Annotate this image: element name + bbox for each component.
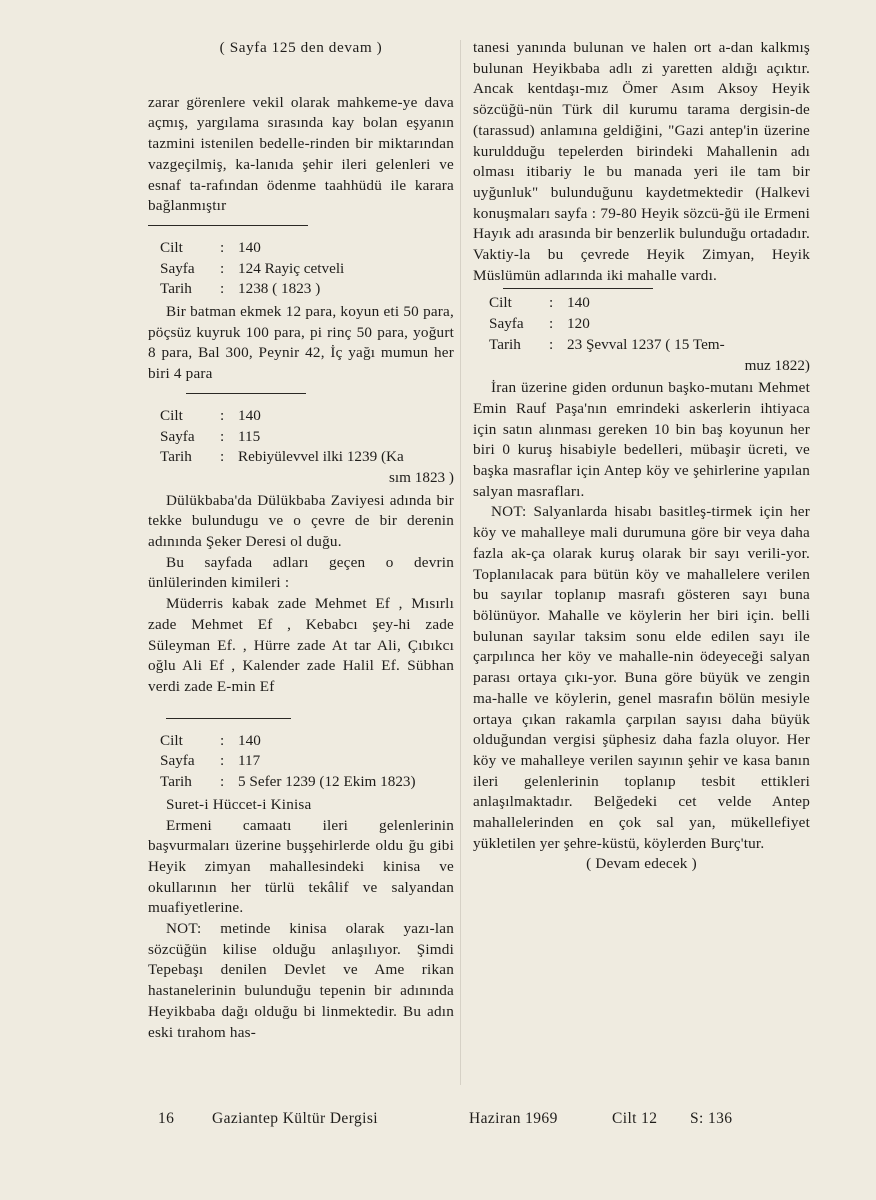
journal-title: Gaziantep Kültür Dergisi (212, 1110, 378, 1127)
left-paragraph-6: Ermeni camaatı ileri gelenlerinin başvurmaları üzerine buşşehirlerde oldu ğu gibi Heyik zimyan mahallesindeki kinisa ve okullarının her türlü tekâlif ve salyandan muafiyetlerine. (148, 816, 454, 917)
issue-date: Haziran 1969 (469, 1110, 558, 1127)
left-paragraph-5: Müderris kabak zade Mehmet Ef , Mısırlı zade Mehmet Ef , Kebabcı şey-hi zade Süleyman Ef. , Hürre zade At tar Ali, Çıbıkcı oğlu Ali Ef , Kalender zade Halil Ef. Sübhan verdi zade E-min Ef (148, 595, 454, 695)
meta-label: Sayfa (160, 259, 195, 277)
section-rule (186, 393, 306, 394)
page-footer (0, 1110, 876, 1134)
meta-value: 5 Sefer 1239 (12 Ekim 1823) (238, 773, 416, 791)
meta-label: Sayfa (489, 315, 524, 333)
document-title: Suret-i Hüccet-i Kinisa (166, 795, 312, 813)
meta-value: Rebiyülevvel ilki 1239 (Ka (238, 448, 404, 466)
meta-label: Tarih (160, 773, 192, 791)
volume-number: Cilt 12 (612, 1110, 658, 1127)
meta-label: Cilt (160, 238, 183, 256)
meta-value: 140 (238, 731, 261, 749)
meta-label: Tarih (160, 448, 192, 466)
right-paragraph-1: tanesi yanında bulunan ve halen ort a-dan kalkmış bulunan Heyikbaba adlı zi yaretten aldığı açıktır. Ancak kentdaşı-mız Ömer Asım Aksoy Heyik sözcüğü-nün Türk dil kurumu tarama dergisin-de (tarassud) anlamına geldiğini, "Gazi antep'in üzerine kuruldduğu tepelerden birindeki Mahallenin adı olması itibariy le bu manada yeri ile tam bir uyğunluk" bulunduğunu kaydetmektedir (Halkevi konuşmaları sayfa : 79-80 Heyik sözcü-ğü ile Ermeni Hayık adı arasında bir benzerlik bulunduğu ortadadır. Vaktiy-la bu çevrede Heyik Zimyan, Heyik Müslümün adlarında iki mahalle vardı. (473, 39, 810, 284)
meta-value: 23 Şevval 1237 ( 15 Tem- (567, 335, 725, 353)
record-meta-1: Cilt : 140 Sayfa : 124 Rayiç cetveli Tarih : 1238 ( 1823 ) (160, 238, 454, 300)
left-paragraph-4: Bu sayfada adları geçen o devrin ünlülerinden kimileri : (148, 553, 454, 592)
record-meta-2: Cilt : 140 Sayfa : 115 Tarih : Rebiyülevvel ilki 1239 (Ka sım 1823 ) (160, 406, 454, 489)
meta-label: Cilt (489, 294, 512, 312)
section-rule (503, 288, 653, 289)
meta-value-continued: muz 1822) (744, 356, 810, 374)
left-paragraph-3: Dülükbaba'da Dülükbaba Zaviyesi adında bir tekke bulundugu ve o çevre de bir derenin adınında Şeker Deresi ol duğu. (148, 491, 454, 551)
meta-value-continued: sım 1823 ) (389, 468, 454, 486)
record-meta-3: Cilt : 140 Sayfa : 117 Tarih : 5 Sefer 1239 (12 Ekim 1823) (160, 731, 454, 793)
section-rule (166, 718, 291, 719)
meta-value: 140 (238, 406, 261, 424)
meta-value: 117 (238, 752, 261, 770)
left-paragraph-7: NOT: metinde kinisa olarak yazı-lan sözcüğün kilise olduğu anlaşılıyor. Şimdi Tepebaşı denilen Devlet ve Ame rikan hastanelerinin bulunduğu tepenin bir adınında Heyikbaba dağı olduğu bi linmektedir. Bu adın eski tırahom has- (148, 920, 454, 1041)
right-paragraph-3: NOT: Salyanlarda hisabı basitleş-tirmek için her köy ve mahalleye mali durumuna göre bir veya daha fazla ak-ça olarak kuruş olarak bir sayı verili-yor. Toplanılacak para bütün köy ve mahallelere verilen bu sayılar toplanıp masrafı gösteren sayı buna bölünüyor. Mahalle ve köylerin her biri için. belli bulunan sayılar taksim sonu elde edilen sayı ile çarpılınca her köy ve mahalle-nin ödeyeceği salyan parası ortaya çıkı-yor. Buna göre büyük ve zengin ma-halle ve köylerin, genel masrafın bölün mesiyle ortaya çıkan rakamla çarpılan sayısı daha büyük olduğundan vergisi şüphesiz daha fazla oluyor. Her köy ve mahalleye verilen sayının şehir ve kasa banın ileri gelenlerinin toplanıp tesbit ettikleri anlaşılmaktadır. Belğedeki cet velde Antep mahallelerinden en çok sal yan, mükellefiyet yükletilen yer şehre-küstü, köylerden Burç'tur. (473, 503, 810, 852)
meta-value: 124 Rayiç cetveli (238, 259, 345, 277)
section-rule (148, 225, 308, 226)
meta-value: 140 (567, 294, 590, 312)
left-paragraph-1: zarar görenlere vekil olarak mahkeme-ye dava açmış, yargılama sırasında kay bolan eşyanın tazmini istenilen bedelle-rinden bir miktarından vazgeçilmiş, ka-lanıda şehir ileri gelenleri ve esnaf ta-rafından ödenme taahhüdü ile karara bağlanmıştır (148, 93, 454, 215)
meta-label: Tarih (489, 335, 521, 353)
meta-label: Cilt (160, 406, 183, 424)
meta-value: 115 (238, 427, 261, 445)
meta-value: 1238 ( 1823 ) (238, 280, 321, 298)
left-column (148, 38, 454, 1043)
left-paragraph-2: Bir batman ekmek 12 para, koyun eti 50 para, pöçsüz kuyruk 100 para, pi rinç 50 para, yoğurt 8 para, Bal 300, Peynir 42, İç yağı mumun her biri 4 para (148, 303, 454, 383)
meta-label: Sayfa (160, 427, 195, 445)
meta-value: 120 (567, 315, 590, 333)
meta-label: Cilt (160, 731, 183, 749)
right-paragraph-2: İran üzerine giden ordunun başko-mutanı Mehmet Emin Rauf Paşa'nın emrindeki askerlerin ihtiyaca için satın alınması gereken 10 bin baş koyunun her biri 0 kuruş hisabiyle bedelleri, mübaşir ücreti, ve başka masraflar için Antep köy ve şehirlerine yapılan salyan masrafları. (473, 379, 810, 500)
column-divider (460, 40, 461, 1085)
meta-value: 140 (238, 238, 261, 256)
record-meta-4: Cilt : 140 Sayfa : 120 Tarih : 23 Şevval 1237 ( 15 Tem- muz 1822) (489, 293, 810, 376)
right-column (473, 38, 810, 875)
issue-number: S: 136 (690, 1110, 733, 1127)
to-be-continued: ( Devam edecek ) (586, 855, 697, 873)
continued-from-header: ( Sayfa 125 den devam ) (219, 39, 383, 56)
page-number: 16 (158, 1110, 175, 1127)
meta-label: Tarih (160, 280, 192, 298)
meta-label: Sayfa (160, 752, 195, 770)
